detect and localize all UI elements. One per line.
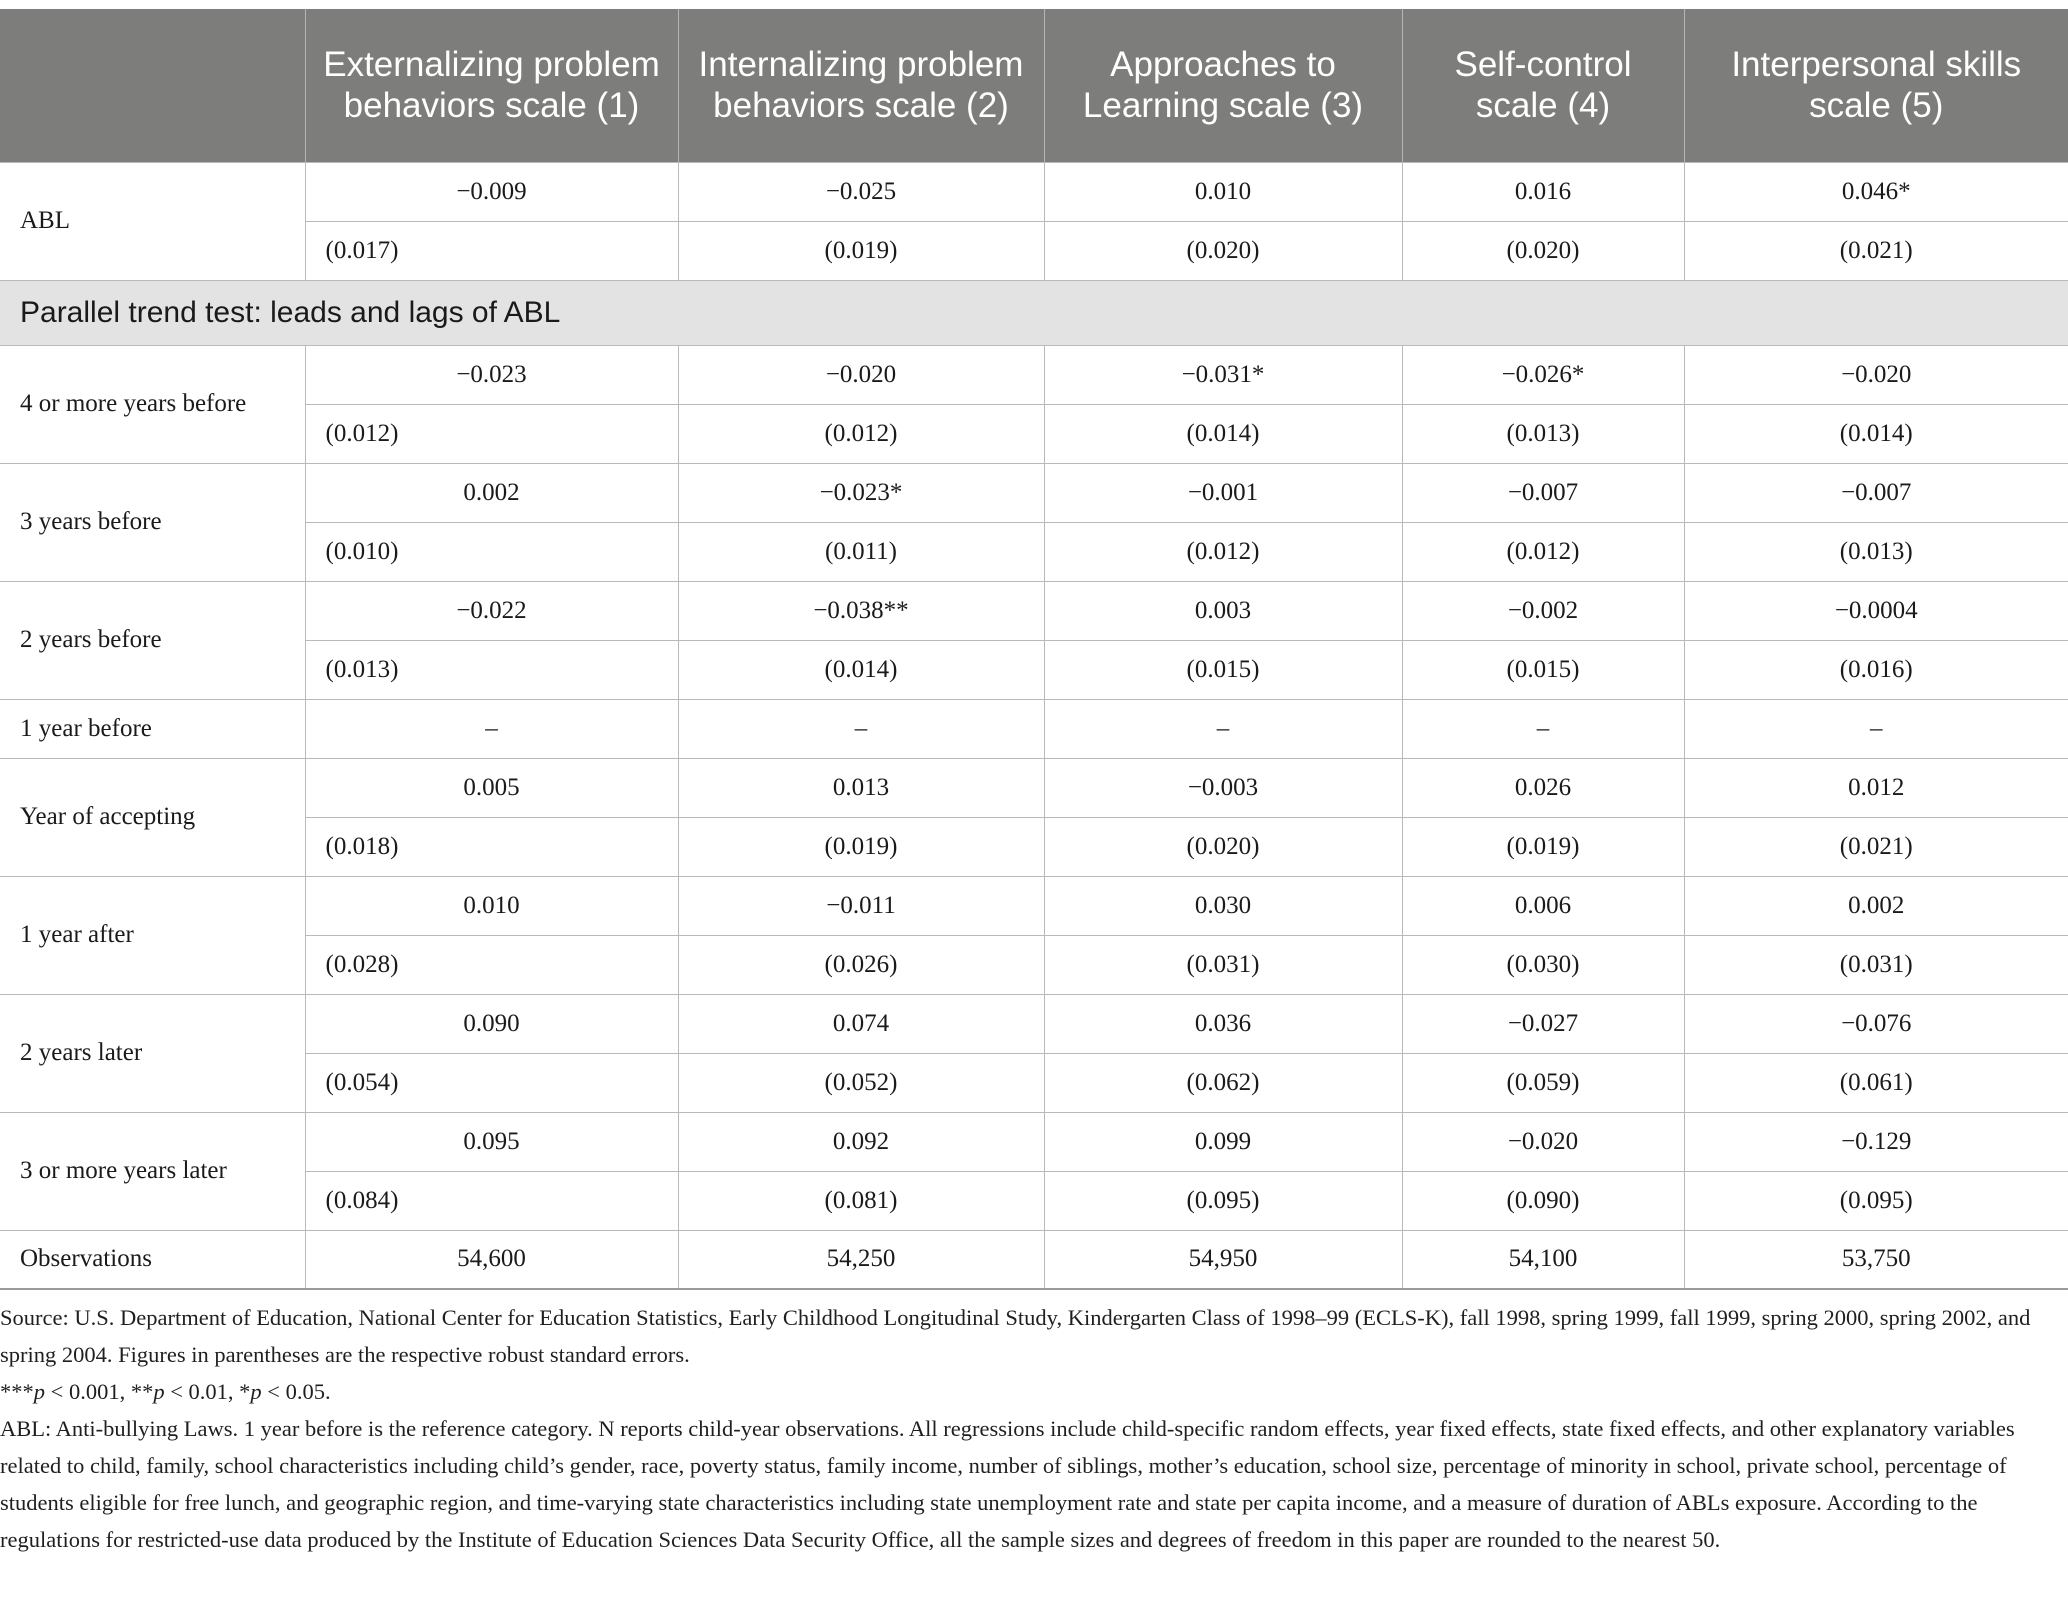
header-stub	[0, 9, 305, 162]
obs-cell: 54,950	[1044, 1230, 1402, 1289]
obs-cell: 54,600	[305, 1230, 678, 1289]
table-row	[0, 345, 2068, 404]
coef-cell: 0.010	[1044, 162, 1402, 221]
row-label: 3 or more years later	[0, 1112, 305, 1230]
row-label: Year of accepting	[0, 758, 305, 876]
se-cell: (0.090)	[1402, 1171, 1684, 1230]
coef-cell: 0.003	[1044, 581, 1402, 640]
coef-cell: −0.026*	[1402, 345, 1684, 404]
coef-cell: −0.007	[1402, 463, 1684, 522]
table-row-abl-coef	[0, 162, 2068, 221]
table-row-abl-se	[0, 221, 2068, 280]
se-cell: (0.014)	[678, 640, 1044, 699]
table-row	[0, 640, 2068, 699]
table-row	[0, 876, 2068, 935]
se-cell: (0.015)	[1402, 640, 1684, 699]
coef-cell: −0.003	[1044, 758, 1402, 817]
table-row	[0, 758, 2068, 817]
se-cell: (0.019)	[678, 817, 1044, 876]
se-cell: (0.016)	[1684, 640, 2068, 699]
coef-cell: −0.038**	[678, 581, 1044, 640]
coef-cell: −0.020	[678, 345, 1044, 404]
coef-cell: –	[1402, 699, 1684, 758]
se-cell: (0.019)	[678, 221, 1044, 280]
coef-cell: −0.009	[305, 162, 678, 221]
se-cell: (0.011)	[678, 522, 1044, 581]
sig-threshold: < 0.001,	[45, 1379, 131, 1404]
sig-stars: **	[130, 1379, 154, 1404]
coef-cell: −0.076	[1684, 994, 2068, 1053]
table-row	[0, 404, 2068, 463]
header-col-5: Interpersonal skills scale (5)	[1684, 9, 2068, 162]
coef-cell: –	[1044, 699, 1402, 758]
sig-p: p	[153, 1379, 165, 1404]
row-label: 1 year after	[0, 876, 305, 994]
se-cell: (0.012)	[305, 404, 678, 463]
sig-threshold: < 0.01,	[164, 1379, 240, 1404]
se-cell: (0.062)	[1044, 1053, 1402, 1112]
se-cell: (0.052)	[678, 1053, 1044, 1112]
table-row-observations	[0, 1230, 2068, 1289]
se-cell: (0.013)	[1402, 404, 1684, 463]
table-row-reference	[0, 699, 2068, 758]
header-row	[0, 9, 2068, 162]
coef-cell: −0.001	[1044, 463, 1402, 522]
se-cell: (0.059)	[1402, 1053, 1684, 1112]
coef-cell: −0.020	[1684, 345, 2068, 404]
coef-cell: 0.095	[305, 1112, 678, 1171]
header-col-3: Approaches to Learning scale (3)	[1044, 9, 1402, 162]
se-cell: (0.020)	[1044, 817, 1402, 876]
coef-cell: –	[305, 699, 678, 758]
table-notes	[0, 1290, 2064, 1558]
coef-cell: 0.002	[305, 463, 678, 522]
se-cell: (0.020)	[1044, 221, 1402, 280]
coef-cell: 0.010	[305, 876, 678, 935]
header-col-2: Internalizing problem behaviors scale (2)	[678, 9, 1044, 162]
coef-cell: 0.092	[678, 1112, 1044, 1171]
se-cell: (0.017)	[305, 221, 678, 280]
se-cell: (0.031)	[1044, 935, 1402, 994]
obs-cell: 53,750	[1684, 1230, 2068, 1289]
abl-note: ABL: Anti-bullying Laws. 1 year before is the reference category. N reports child-year observations. All regressions include child-specific random effects, year fixed effects, state fixed effects, and other explanatory variables related to child, family, school characteristics including child’s gender, race, poverty status, family income, number of siblings, mother’s education, school size, percentage of minority in school, private school, percentage of students eligible for free lunch, and geographic region, and time-varying state characteristics including state unemployment rate and state per capita income, and a measure of duration of ABLs exposure. According to the regulations for restricted-use data produced by the Institute of Education Sciences Data Security Office, all the sample sizes and degrees of freedom in this paper are rounded to the nearest 50.	[0, 1416, 2015, 1552]
sig-stars: ***	[0, 1379, 34, 1404]
coef-cell: 0.005	[305, 758, 678, 817]
se-cell: (0.028)	[305, 935, 678, 994]
sig-stars: *	[239, 1379, 251, 1404]
se-cell: (0.026)	[678, 935, 1044, 994]
regression-table-figure	[0, 9, 2068, 1558]
coef-cell: −0.0004	[1684, 581, 2068, 640]
se-cell: (0.095)	[1044, 1171, 1402, 1230]
coef-cell: −0.025	[678, 162, 1044, 221]
coef-cell: 0.026	[1402, 758, 1684, 817]
row-label: 3 years before	[0, 463, 305, 581]
coef-cell: −0.007	[1684, 463, 2068, 522]
section-row	[0, 280, 2068, 345]
se-cell: (0.095)	[1684, 1171, 2068, 1230]
se-cell: (0.013)	[305, 640, 678, 699]
row-label: 2 years before	[0, 581, 305, 699]
table-row	[0, 935, 2068, 994]
table-row	[0, 581, 2068, 640]
table-row	[0, 994, 2068, 1053]
section-title: Parallel trend test: leads and lags of ABL	[0, 280, 2068, 345]
coef-cell: 0.012	[1684, 758, 2068, 817]
significance-note	[0, 1373, 2064, 1410]
coef-cell: –	[678, 699, 1044, 758]
se-cell: (0.021)	[1684, 817, 2068, 876]
coef-cell: –	[1684, 699, 2068, 758]
row-label: ABL	[0, 162, 305, 280]
coef-cell: 0.090	[305, 994, 678, 1053]
se-cell: (0.012)	[1402, 522, 1684, 581]
se-cell: (0.061)	[1684, 1053, 2068, 1112]
table-row	[0, 1171, 2068, 1230]
row-label: 1 year before	[0, 699, 305, 758]
table-row	[0, 522, 2068, 581]
se-cell: (0.031)	[1684, 935, 2068, 994]
table-row	[0, 1053, 2068, 1112]
se-cell: (0.084)	[305, 1171, 678, 1230]
se-cell: (0.014)	[1044, 404, 1402, 463]
coef-cell: 0.002	[1684, 876, 2068, 935]
sig-threshold: < 0.05.	[261, 1379, 331, 1404]
se-cell: (0.013)	[1684, 522, 2068, 581]
table-row	[0, 817, 2068, 876]
se-cell: (0.020)	[1402, 221, 1684, 280]
row-label: 2 years later	[0, 994, 305, 1112]
row-label: Observations	[0, 1230, 305, 1289]
se-cell: (0.018)	[305, 817, 678, 876]
se-cell: (0.010)	[305, 522, 678, 581]
coef-cell: 0.099	[1044, 1112, 1402, 1171]
coef-cell: −0.129	[1684, 1112, 2068, 1171]
coef-cell: 0.013	[678, 758, 1044, 817]
obs-cell: 54,100	[1402, 1230, 1684, 1289]
coef-cell: −0.020	[1402, 1112, 1684, 1171]
table-row	[0, 463, 2068, 522]
coef-cell: −0.023*	[678, 463, 1044, 522]
se-cell: (0.030)	[1402, 935, 1684, 994]
coef-cell: 0.036	[1044, 994, 1402, 1053]
se-cell: (0.019)	[1402, 817, 1684, 876]
se-cell: (0.012)	[678, 404, 1044, 463]
coef-cell: 0.074	[678, 994, 1044, 1053]
results-table	[0, 9, 2068, 1290]
coef-cell: 0.046*	[1684, 162, 2068, 221]
coef-cell: −0.027	[1402, 994, 1684, 1053]
coef-cell: −0.002	[1402, 581, 1684, 640]
source-note: Source: U.S. Department of Education, National Center for Education Statistics, Early Childhood Longitudinal Study, Kindergarten Class of 1998–99 (ECLS-K), fall 1998, spring 1999, fall 1999, spring 2000, spring 2002, and spring 2004. Figures in parentheses are the respective robust standard errors.	[0, 1305, 2031, 1367]
coef-cell: 0.030	[1044, 876, 1402, 935]
se-cell: (0.054)	[305, 1053, 678, 1112]
coef-cell: −0.022	[305, 581, 678, 640]
coef-cell: −0.011	[678, 876, 1044, 935]
se-cell: (0.081)	[678, 1171, 1044, 1230]
row-label: 4 or more years before	[0, 345, 305, 463]
obs-cell: 54,250	[678, 1230, 1044, 1289]
coef-cell: 0.016	[1402, 162, 1684, 221]
header-col-4: Self-control scale (4)	[1402, 9, 1684, 162]
sig-p: p	[33, 1379, 45, 1404]
table-row	[0, 1112, 2068, 1171]
se-cell: (0.015)	[1044, 640, 1402, 699]
coef-cell: −0.023	[305, 345, 678, 404]
se-cell: (0.014)	[1684, 404, 2068, 463]
coef-cell: −0.031*	[1044, 345, 1402, 404]
se-cell: (0.012)	[1044, 522, 1402, 581]
se-cell: (0.021)	[1684, 221, 2068, 280]
header-col-1: Externalizing problem behaviors scale (1)	[305, 9, 678, 162]
sig-p: p	[250, 1379, 262, 1404]
coef-cell: 0.006	[1402, 876, 1684, 935]
